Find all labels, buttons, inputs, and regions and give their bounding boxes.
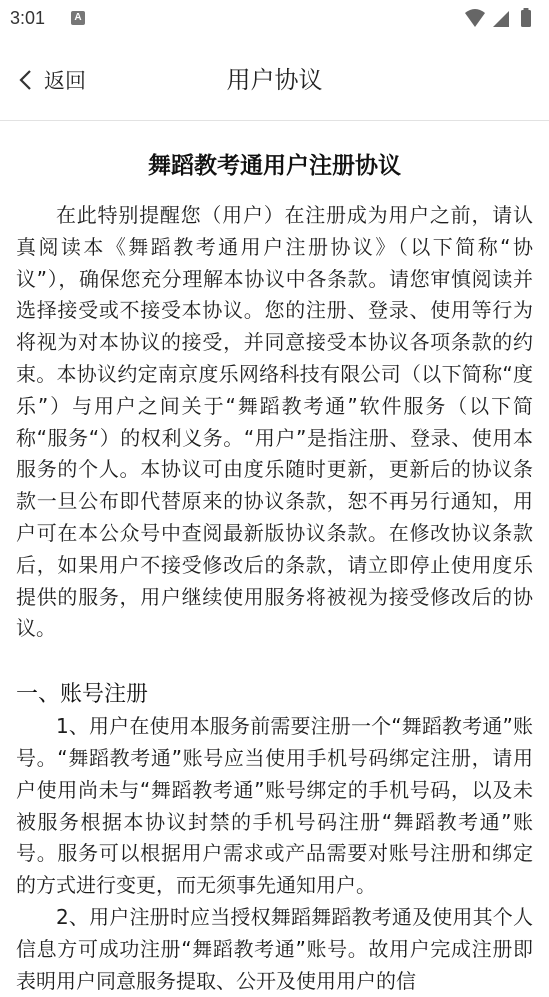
- section-paragraph: 1、用户在使用本服务前需要注册一个“舞蹈教考通”账号。“舞蹈教考通”账号应当使用手机号码绑定注册，请用户使用尚未与“舞蹈教考通”账号绑定的手机号码，以及未被服务根据本协议封禁的手机号码注册“舞蹈教考通”账号。服务可以根据用户需求或产品需要对账号注册和绑定的方式进行变更，而无须事先通知用户。: [16, 714, 533, 898]
- signal-icon: [493, 11, 509, 27]
- battery-icon: [521, 10, 531, 27]
- navigation-bar: [0, 38, 549, 121]
- agreement-content[interactable]: [0, 121, 549, 993]
- section-heading-account: 一、账号注册: [16, 682, 149, 708]
- notification-icon: A: [71, 11, 85, 25]
- intro-paragraph: 在此特别提醒您（用户）在注册成为用户之前，请认真阅读本《舞蹈教考通用户注册协议》（以下简称“协议”），确保您充分理解本协议中各条款。请您审慎阅读并选择接受或不接受本协议。您的注册、登录、使用等行为将视为对本协议的接受，并同意接受本协议各项条款的约束。本协议约定南京度乐网络科技有限公司（以下简称“度乐”）与用户之间关于“舞蹈教考通”软件服务（以下简称“服务“）的权利义务。“用户”是指注册、登录、使用本服务的个人。本协议可由度乐随时更新，更新后的协议条款一旦公布即代替原来的协议条款，恕不再另行通知，用户可在本公众号中查阅最新版协议条款。在修改协议条款后，如果用户不接受修改后的条款，请立即停止使用度乐提供的服务，用户继续使用服务将被视为接受修改后的协议。: [16, 203, 533, 641]
- status-icons: [463, 7, 541, 29]
- status-bar: [0, 0, 549, 38]
- page-title: 用户协议: [226, 66, 323, 94]
- document-title: 舞蹈教考通用户注册协议: [148, 153, 401, 179]
- wifi-icon: [465, 9, 485, 27]
- status-time: 3:01: [10, 8, 46, 28]
- section-paragraph: 2、用户注册时应当授权舞蹈舞蹈教考通及使用其个人信息方可成功注册“舞蹈教考通”账号。故用户完成注册即表明用户同意服务提取、公开及使用用户的信: [16, 904, 533, 993]
- back-label: 返回: [44, 69, 86, 93]
